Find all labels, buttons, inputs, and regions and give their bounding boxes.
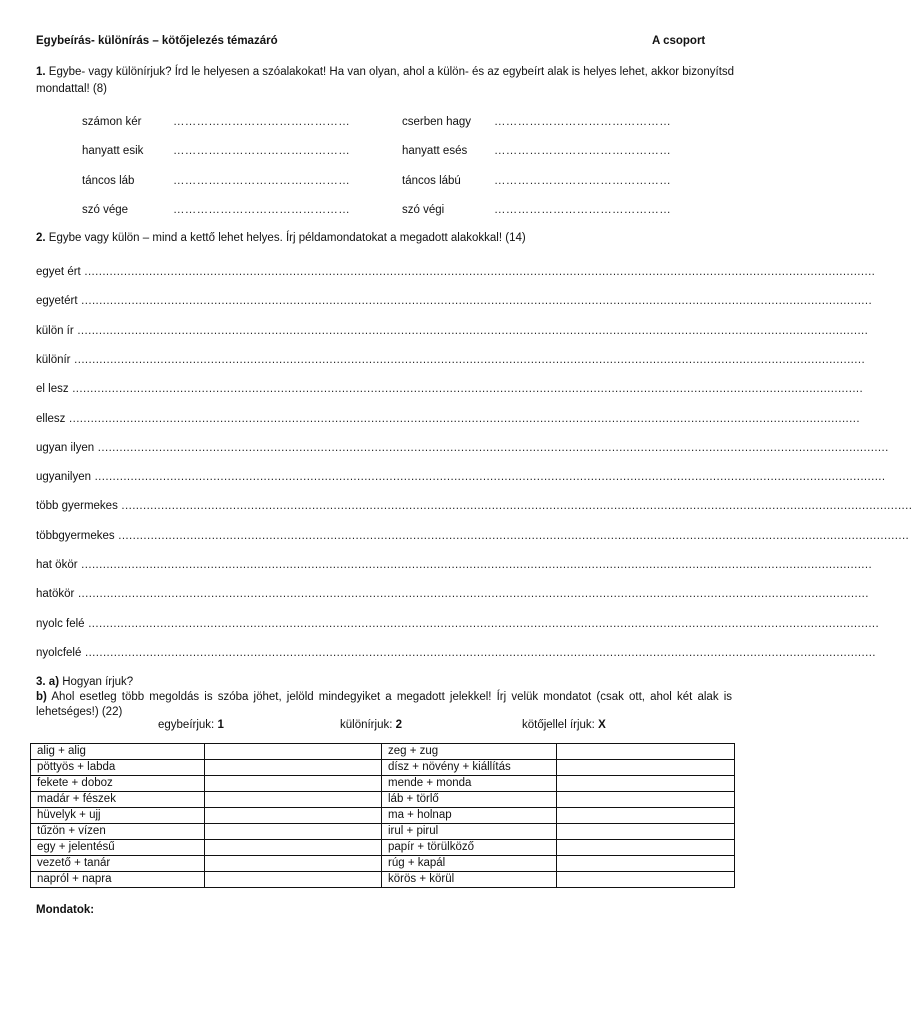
answer-cell[interactable]	[557, 792, 735, 808]
word-pair-cell: vezető + tanár	[31, 856, 205, 872]
question-1-instruction: Egybe- vagy különírjuk? Írd le helyesen a szóalakokat! Ha van olyan, ahol a külön- és az egybeírt alak is helyes lehet, akkor bizonyítsd mondattal! (8)	[36, 66, 735, 95]
sentence-term: különír	[36, 353, 71, 366]
sentence-term: külön ír	[36, 324, 74, 337]
word-pair-cell: papír + törülköző	[382, 840, 557, 856]
sentence-term: egyetért	[36, 295, 78, 308]
word-pair-cell: dísz + növény + kiállítás	[382, 760, 557, 776]
legend-kulon	[340, 719, 402, 731]
sentence-term: ellesz	[36, 412, 66, 425]
dotted-answer-line[interactable]: ............................................................................................................................................................................................................................	[94, 441, 889, 454]
word-pair-cell: irul + pirul	[382, 824, 557, 840]
dotted-answer-line[interactable]: ............................................................................................................................................................................................................................	[81, 646, 876, 659]
answer-cell[interactable]	[205, 856, 382, 872]
word-pair-cell: hüvelyk + ujj	[31, 808, 205, 824]
sentence-line[interactable]	[36, 529, 910, 542]
word-pair-cell: pöttyös + labda	[31, 760, 205, 776]
word-pair-cell: napról + napra	[31, 872, 205, 888]
question-3b-label: b)	[36, 691, 47, 703]
sentence-line[interactable]	[36, 646, 876, 659]
answer-cell[interactable]	[205, 792, 382, 808]
sentence-line[interactable]	[36, 500, 912, 513]
answer-blank[interactable]: ………………………………………	[494, 204, 671, 216]
answer-blank[interactable]: ………………………………………	[173, 145, 350, 157]
table-row	[31, 840, 735, 856]
table-row	[31, 856, 735, 872]
legend-egybe	[158, 719, 224, 731]
word-pair-cell: egy + jelentésű	[31, 840, 205, 856]
word-pair-cell: madár + fészek	[31, 792, 205, 808]
question-3-number: 3.	[36, 676, 46, 688]
dotted-answer-line[interactable]: ............................................................................................................................................................................................................................	[77, 559, 873, 571]
legend-label: különírjuk:	[340, 719, 393, 731]
sentence-term: több gyermekes	[36, 500, 118, 513]
answer-cell[interactable]	[205, 824, 382, 840]
question-2-number: 2.	[36, 232, 46, 244]
table-row	[31, 824, 735, 840]
question-2-instruction: Egybe vagy külön – mind a kettő lehet helyes. Írj példamondatokat a megadott alakokkal! (14)	[48, 232, 526, 244]
page-title: Egybeírás- különírás – kötőjelezés témazáró	[36, 35, 278, 47]
answer-blank[interactable]: ………………………………………	[173, 116, 350, 128]
table-row	[31, 744, 735, 760]
dotted-answer-line[interactable]: ............................................................................................................................................................................................................................	[117, 500, 912, 513]
answer-blank[interactable]: ………………………………………	[173, 204, 350, 216]
legend-mark: 2	[395, 719, 403, 731]
question-2-text	[36, 232, 526, 244]
word-pair-cell: mende + monda	[382, 776, 557, 792]
word-term: hanyatt esik	[82, 145, 144, 157]
word-term: szó végi	[402, 204, 445, 216]
word-term: táncos láb	[82, 175, 135, 187]
word-pair-cell: tűzön + vízen	[31, 824, 205, 840]
sentence-line[interactable]	[36, 266, 876, 278]
answer-cell[interactable]	[205, 760, 382, 776]
question-3-text	[36, 675, 732, 720]
answer-cell[interactable]	[205, 872, 382, 888]
question-1-text	[36, 64, 736, 98]
word-term: hanyatt esés	[402, 145, 468, 157]
answer-cell[interactable]	[557, 776, 735, 792]
answer-cell[interactable]	[205, 808, 382, 824]
sentence-term: többgyermekes	[36, 529, 115, 542]
legend-label: egybeírjuk:	[158, 719, 215, 731]
sentence-term: nyolcfelé	[36, 646, 82, 659]
sentence-line[interactable]	[36, 559, 873, 571]
word-term: számon kér	[82, 116, 142, 128]
sentence-line[interactable]	[36, 588, 869, 601]
word-term: szó vége	[82, 204, 129, 216]
dotted-answer-line[interactable]: ............................................................................................................................................................................................................................	[74, 588, 869, 601]
word-pair-cell: fekete + doboz	[31, 776, 205, 792]
sentence-line[interactable]	[36, 471, 886, 484]
word-term: cserben hagy	[402, 116, 472, 128]
question-1-number: 1.	[36, 66, 46, 78]
legend-mark: X	[598, 719, 606, 731]
table-row	[31, 792, 735, 808]
sentence-term: el lesz	[36, 383, 69, 396]
sentence-term: hat ökör	[36, 559, 78, 571]
answer-cell[interactable]	[557, 760, 735, 776]
answer-cell[interactable]	[557, 856, 735, 872]
sentence-line[interactable]	[36, 383, 864, 396]
word-pair-cell: ma + holnap	[382, 808, 557, 824]
word-pair-cell: körös + körül	[382, 872, 557, 888]
sentence-line[interactable]	[36, 353, 866, 366]
answer-blank[interactable]: ………………………………………	[494, 145, 671, 157]
dotted-answer-line[interactable]: ............................................................................................................................................................................................................................	[80, 266, 876, 278]
dotted-answer-line[interactable]: ............................................................................................................................................................................................................................	[90, 471, 886, 484]
answer-cell[interactable]	[205, 840, 382, 856]
dotted-answer-line[interactable]: ............................................................................................................................................................................................................................	[70, 353, 866, 366]
answer-blank[interactable]: ………………………………………	[173, 175, 350, 187]
dotted-answer-line[interactable]: ............................................................................................................................................................................................................................	[73, 324, 869, 337]
sentence-line[interactable]	[36, 412, 860, 425]
word-pair-cell: láb + törlő	[382, 792, 557, 808]
word-pair-cell: zeg + zug	[382, 744, 557, 760]
sentence-line[interactable]	[36, 441, 889, 454]
dotted-answer-line[interactable]: ............................................................................................................................................................................................................................	[68, 383, 864, 396]
question-3a-text: Hogyan írjuk?	[62, 676, 134, 688]
question-3a-label: a)	[48, 676, 60, 688]
answer-cell[interactable]	[205, 744, 382, 760]
answer-blank[interactable]: ………………………………………	[494, 116, 671, 128]
dotted-answer-line[interactable]: ............................................................................................................................................................................................................................	[65, 412, 860, 425]
sentence-term: nyolc felé	[36, 617, 85, 630]
answer-cell[interactable]	[205, 776, 382, 792]
sentence-term: egyet ért	[36, 266, 81, 278]
word-pair-cell: rúg + kapál	[382, 856, 557, 872]
dotted-answer-line[interactable]: ............................................................................................................................................................................................................................	[77, 295, 873, 308]
table-row	[31, 808, 735, 824]
sentences-label: Mondatok:	[36, 904, 95, 916]
answer-blank[interactable]: ………………………………………	[494, 175, 671, 187]
legend-mark: 1	[217, 719, 224, 731]
answer-cell[interactable]	[557, 824, 735, 840]
legend-kotojel	[522, 719, 606, 731]
word-pair-cell: alig + alig	[31, 744, 205, 760]
sentence-term: ugyanilyen	[36, 471, 91, 484]
dotted-answer-line[interactable]: ............................................................................................................................................................................................................................	[84, 617, 880, 630]
word-combination-table	[30, 743, 735, 888]
question-3b-text: Ahol esetleg több megoldás is szóba jöhet, jelöld mindegyiket a megadott jelekkel! Írj velük mondatot (csak ott, ahol két alak is lehetséges!) (22)	[36, 691, 733, 718]
group-label: A csoport	[652, 35, 706, 47]
sentence-term: hatökör	[36, 588, 75, 601]
table-row	[31, 872, 735, 888]
sentence-line[interactable]	[36, 295, 873, 308]
word-term: táncos lábú	[402, 175, 461, 187]
answer-cell[interactable]	[557, 744, 735, 760]
table-row	[31, 760, 735, 776]
legend-label: kötőjellel írjuk:	[522, 719, 595, 731]
answer-cell[interactable]	[557, 872, 735, 888]
dotted-answer-line[interactable]: ............................................................................................................................................................................................................................	[114, 529, 910, 542]
table-row	[31, 776, 735, 792]
sentence-term: ugyan ilyen	[36, 441, 95, 454]
answer-cell[interactable]	[557, 808, 735, 824]
sentence-line[interactable]	[36, 324, 869, 337]
answer-cell[interactable]	[557, 840, 735, 856]
sentence-line[interactable]	[36, 617, 880, 630]
